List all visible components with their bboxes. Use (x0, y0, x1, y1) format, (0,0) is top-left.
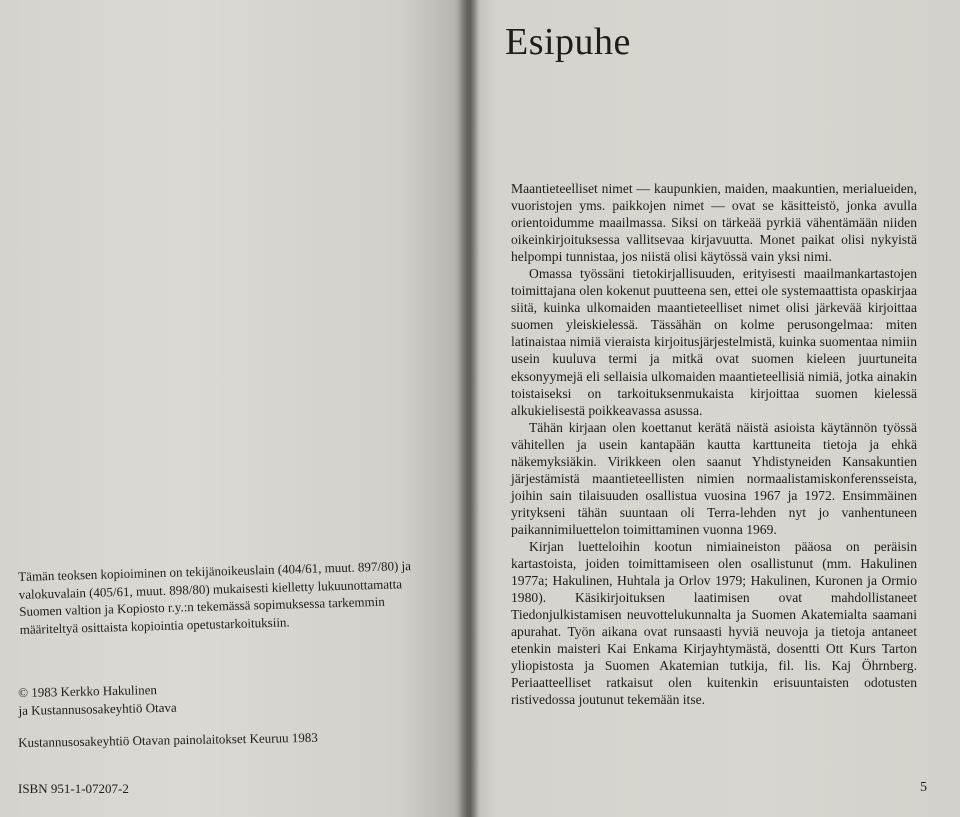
copyright-holders (18, 675, 439, 719)
page-title: Esipuhe (505, 21, 631, 63)
paragraph: Tähän kirjaan olen koettanut kerätä näistä asioista käytännön työssä vähitellen ja usein kantapään kautta karttuneita tietoja ja ehkä näkemyksiäkin. Virikkeen olen saanut Yhdistyneiden Kansakuntien järjestämistä maantieteellisten nimien normaalistamiskonferensseista, joihin sain tilaisuuden osallistua vuosina 1967 ja 1972. Ensimmäinen yritykseni tähän suuntaan oli Terra-lehden nyt jo vanhentuneen paikannimiluettelon toimittaminen vuonna 1969. (511, 419, 917, 537)
copyright-line-1: © 1983 Kerkko Hakulinen (18, 682, 158, 700)
paragraph: Kirjan luetteloihin kootun nimiaineiston pääosa on peräisin kartastoista, joiden toimittamiseen olen osallistunut (mm. Hakulinen 1977a; Hakulinen, Huhtala ja Orlov 1979; Hakulinen, Kuronen ja Ormio 1980). Käsikirjoituksen laatimisen ovat mahdollistaneet Tiedonjulkistamisen neuvottelukunnalta ja Suomen Akatemialta saamani apurahat. Työn aikana ovat runsaasti hyviä neuvoja ja tietoja antaneet etenkin maisteri Kai Enkama Kirjayhtymästä, dosentti Ott Kurs Tarton yliopistosta ja Suomen Akatemian tutkija, fil. lis. Kaj Öhrnberg. Periaatteelliset ratkaisut olen kuitenkin erisuuntaisten odotusten ristivedossa joutunut tekemään itse. (511, 538, 917, 708)
copyright-notice: Tämän teoksen kopioiminen on tekijänoikeuslain (404/61, muut. 897/80) ja valokuvalain (405/61, muut. 898/80) mukaisesti kielletty lukuunottamatta Suomen valtion ja Kopiosto r.y.:n tekemässä sopimuksessa tarkemmin määriteltyä osittaista kopiointia opetustarkoituksiin. (18, 558, 412, 637)
left-page (0, 0, 468, 817)
preface-body (511, 180, 917, 708)
paragraph: Maantieteelliset nimet — kaupunkien, maiden, maakuntien, merialueiden, vuoristojen yms. paikkojen nimet — ovat se käsitteistö, jonka avulla orientoidumme maailmassa. Siksi on tärkeää pyrkiä vähentämään niiden oikeinkirjoituksessa vallitsevaa kirjavuutta. Monet paikat olisi nykyistä helpompi tunnistaa, jos niistä olisi käytössä vain yksi nimi. (511, 181, 917, 265)
paragraph: Omassa työssäni tietokirjallisuuden, erityisesti maailmankartastojen toimittajana olen kokenut puutteena sen, ettei ole systemaattista opaskirjaa siitä, kuinka ulkomaiden maantieteelliset nimet olisi järkevää kirjoittaa suomen yleiskielessä. Tässähän on kolme perusongelmaa: miten latinaistaa nimiä vieraista kirjoitusjärjestelmistä, kuinka suomentaa nimiin usein kuuluva termi ja mitkä ovat suomen kieleen juurtuneita eksonyymejä eli sellaisia ulkomaiden maantieteellisiä nimiä, jotka ainakin toistaiseksi on tarkoituksenmukaista kirjoittaa suomen kielessä alkukielisestä poikkeavassa asussa. (511, 266, 917, 418)
book-gutter-shadow (458, 0, 480, 817)
copyright-line-2: ja Kustannusosakeyhtiö Otava (18, 699, 177, 718)
printer-line: Kustannusosakeyhtiö Otavan painolaitokset Keuruu 1983 (18, 729, 318, 750)
isbn: ISBN 951-1-07207-2 (18, 781, 129, 796)
page-number: 5 (920, 780, 927, 795)
